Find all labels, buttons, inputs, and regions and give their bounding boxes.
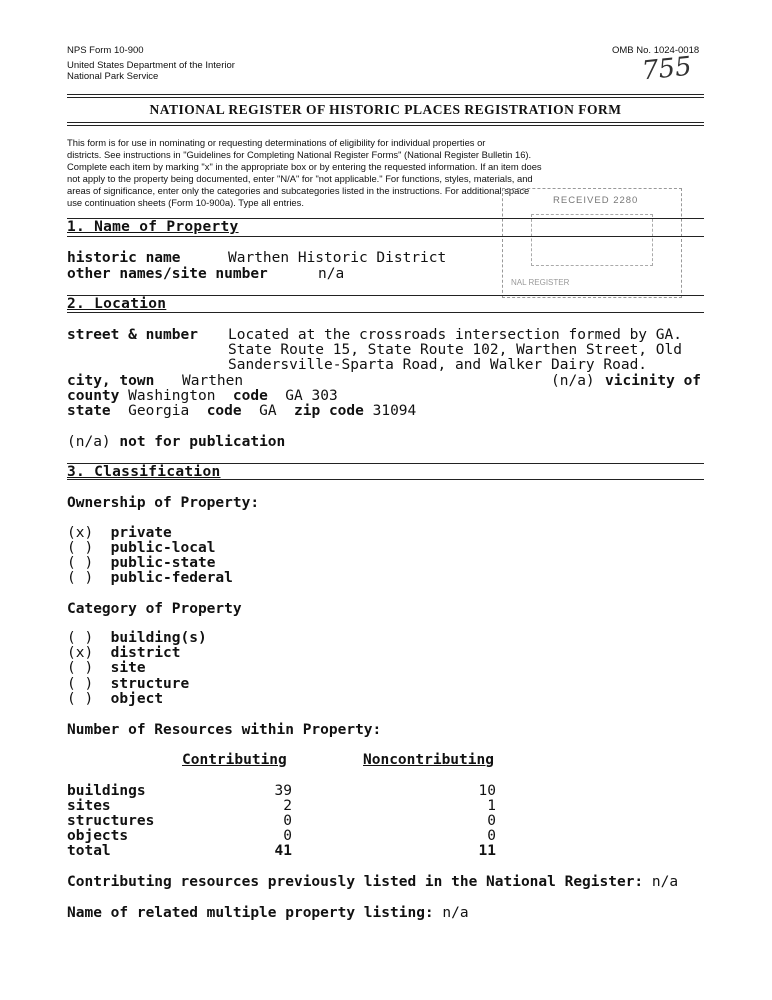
- resource-label: buildings: [67, 783, 146, 799]
- checkbox-mark: ( ): [67, 630, 94, 646]
- resource-label: structures: [67, 813, 155, 829]
- ownership-heading: Ownership of Property:: [67, 495, 260, 511]
- title-rule-bottom: [67, 122, 704, 126]
- instruction-line: use continuation sheets (Form 10-900a). Type all entries.: [67, 197, 304, 208]
- agency: National Park Service: [67, 71, 159, 82]
- city-label: city, town: [67, 373, 155, 389]
- other-names-value: n/a: [318, 266, 345, 282]
- category-option: [67, 661, 146, 676]
- option-label: building(s): [110, 630, 207, 646]
- contributing-count: 0: [283, 828, 292, 844]
- checkbox-mark: ( ): [67, 660, 94, 676]
- noncontributing-count: 0: [487, 813, 496, 829]
- option-label: site: [110, 660, 146, 676]
- county-code-label: code: [232, 388, 268, 404]
- category-option: [67, 677, 189, 692]
- resources-heading: Number of Resources within Property:: [67, 722, 382, 738]
- other-names-label: other names/site number: [67, 266, 268, 282]
- section1-heading: 1. Name of Property: [67, 219, 239, 235]
- ownership-option: [67, 526, 172, 541]
- street-label: street & number: [67, 327, 198, 343]
- street-line: State Route 15, State Route 102, Warthen Street, Old: [228, 342, 682, 358]
- state-value: Georgia: [128, 403, 190, 419]
- street-line: Located at the crossroads intersection formed by GA.: [228, 327, 682, 343]
- zip-value: 31094: [372, 403, 417, 419]
- street-line: Sandersville-Sparta Road, and Walker Dairy Road.: [228, 357, 648, 373]
- vicinity-mark: (n/a): [551, 373, 595, 389]
- checkbox-mark: (x): [67, 525, 94, 541]
- category-option: [67, 646, 181, 661]
- received-stamp: [502, 188, 682, 298]
- department: United States Department of the Interior: [67, 60, 235, 71]
- contributing-count: 0: [283, 813, 292, 829]
- category-heading: Category of Property: [67, 601, 242, 617]
- noncontributing-total: 11: [478, 843, 496, 859]
- form-id: NPS Form 10-900: [67, 45, 144, 56]
- multiple-property-label: Name of related multiple property listing:: [67, 905, 434, 921]
- noncontributing-column-header: Noncontributing: [363, 752, 494, 768]
- historic-name-value: Warthen Historic District: [228, 250, 447, 266]
- option-label: public-local: [110, 540, 216, 556]
- stamp-received-text: RECEIVED 2280: [553, 195, 639, 206]
- checkbox-mark: (x): [67, 645, 94, 661]
- instruction-line: districts. See instructions in "Guidelines for Completing National Register Forms" (National Register Bulletin 16).: [67, 149, 532, 160]
- option-label: district: [110, 645, 181, 661]
- instruction-line: not apply to the property being documented, enter "N/A" for "not applicable." For functions, styles, materials, and: [67, 173, 533, 184]
- state-row: [67, 404, 416, 419]
- contributing-count: 39: [274, 783, 292, 799]
- option-label: object: [110, 691, 164, 707]
- contributing-count: 2: [283, 798, 292, 814]
- previously-listed-label: Contributing resources previously listed in the National Register:: [67, 874, 644, 890]
- multiple-property-row: [67, 906, 469, 921]
- checkbox-mark: ( ): [67, 570, 94, 586]
- county-code-value: GA 303: [285, 388, 338, 404]
- multiple-property-value: n/a: [442, 905, 469, 921]
- checkbox-mark: ( ): [67, 555, 94, 571]
- instruction-line: Complete each item by marking "x" in the appropriate box or by entering the requested information. If an item does: [67, 161, 542, 172]
- option-label: public-federal: [110, 570, 233, 586]
- option-label: public-state: [110, 555, 216, 571]
- section2-rule-bottom: [67, 312, 704, 313]
- checkbox-mark: ( ): [67, 540, 94, 556]
- category-option: [67, 692, 163, 707]
- zip-label: zip code: [294, 403, 364, 419]
- city-value: Warthen: [182, 373, 244, 389]
- ownership-option: [67, 541, 215, 556]
- nfp-mark: (n/a): [67, 434, 111, 450]
- checkbox-mark: ( ): [67, 676, 94, 692]
- omb-number: OMB No. 1024-0018: [612, 45, 700, 56]
- option-label: private: [110, 525, 172, 541]
- section3-heading: 3. Classification: [67, 464, 221, 480]
- resource-label: objects: [67, 828, 129, 844]
- state-code-value: GA: [259, 403, 277, 419]
- historic-name-label: historic name: [67, 250, 181, 266]
- nfp-label: not for publication: [119, 434, 286, 450]
- noncontributing-count: 0: [487, 828, 496, 844]
- option-label: structure: [110, 676, 190, 692]
- noncontributing-count: 10: [478, 783, 496, 799]
- not-for-publication-row: [67, 435, 285, 450]
- noncontributing-count: 1: [487, 798, 496, 814]
- ownership-option: [67, 556, 215, 571]
- previously-listed-value: n/a: [651, 874, 679, 890]
- contributing-total: 41: [274, 843, 292, 859]
- category-option: [67, 631, 207, 646]
- resource-label: total: [67, 843, 111, 859]
- previously-listed-row: [67, 875, 678, 890]
- title-rule-top: [67, 94, 704, 98]
- stamp-inner-box: [531, 214, 653, 266]
- county-value: Washington: [128, 388, 216, 404]
- instruction-line: This form is for use in nominating or requesting determinations of eligibility for individual properties or: [67, 137, 486, 148]
- section1-rule-bottom: [67, 236, 704, 237]
- resource-label: sites: [67, 798, 111, 814]
- county-row: [67, 389, 338, 404]
- contributing-column-header: Contributing: [182, 752, 287, 768]
- ownership-option: [67, 571, 233, 586]
- form-title: NATIONAL REGISTER OF HISTORIC PLACES REGISTRATION FORM: [149, 102, 622, 117]
- vicinity-label: vicinity of: [605, 373, 702, 389]
- state-code-label: code: [206, 403, 242, 419]
- stamp-register-text: NAL REGISTER: [511, 278, 570, 287]
- checkbox-mark: ( ): [67, 691, 94, 707]
- instructions: [67, 137, 542, 209]
- instruction-line: areas of significance, enter only the categories and subcategories listed in the instructions. For additional space: [67, 185, 530, 196]
- handwritten-reference-number: 755: [640, 51, 694, 87]
- section2-heading: 2. Location: [67, 296, 167, 312]
- section3-rule-bottom: [67, 479, 704, 480]
- county-label: county: [67, 388, 120, 404]
- state-label: state: [67, 403, 111, 419]
